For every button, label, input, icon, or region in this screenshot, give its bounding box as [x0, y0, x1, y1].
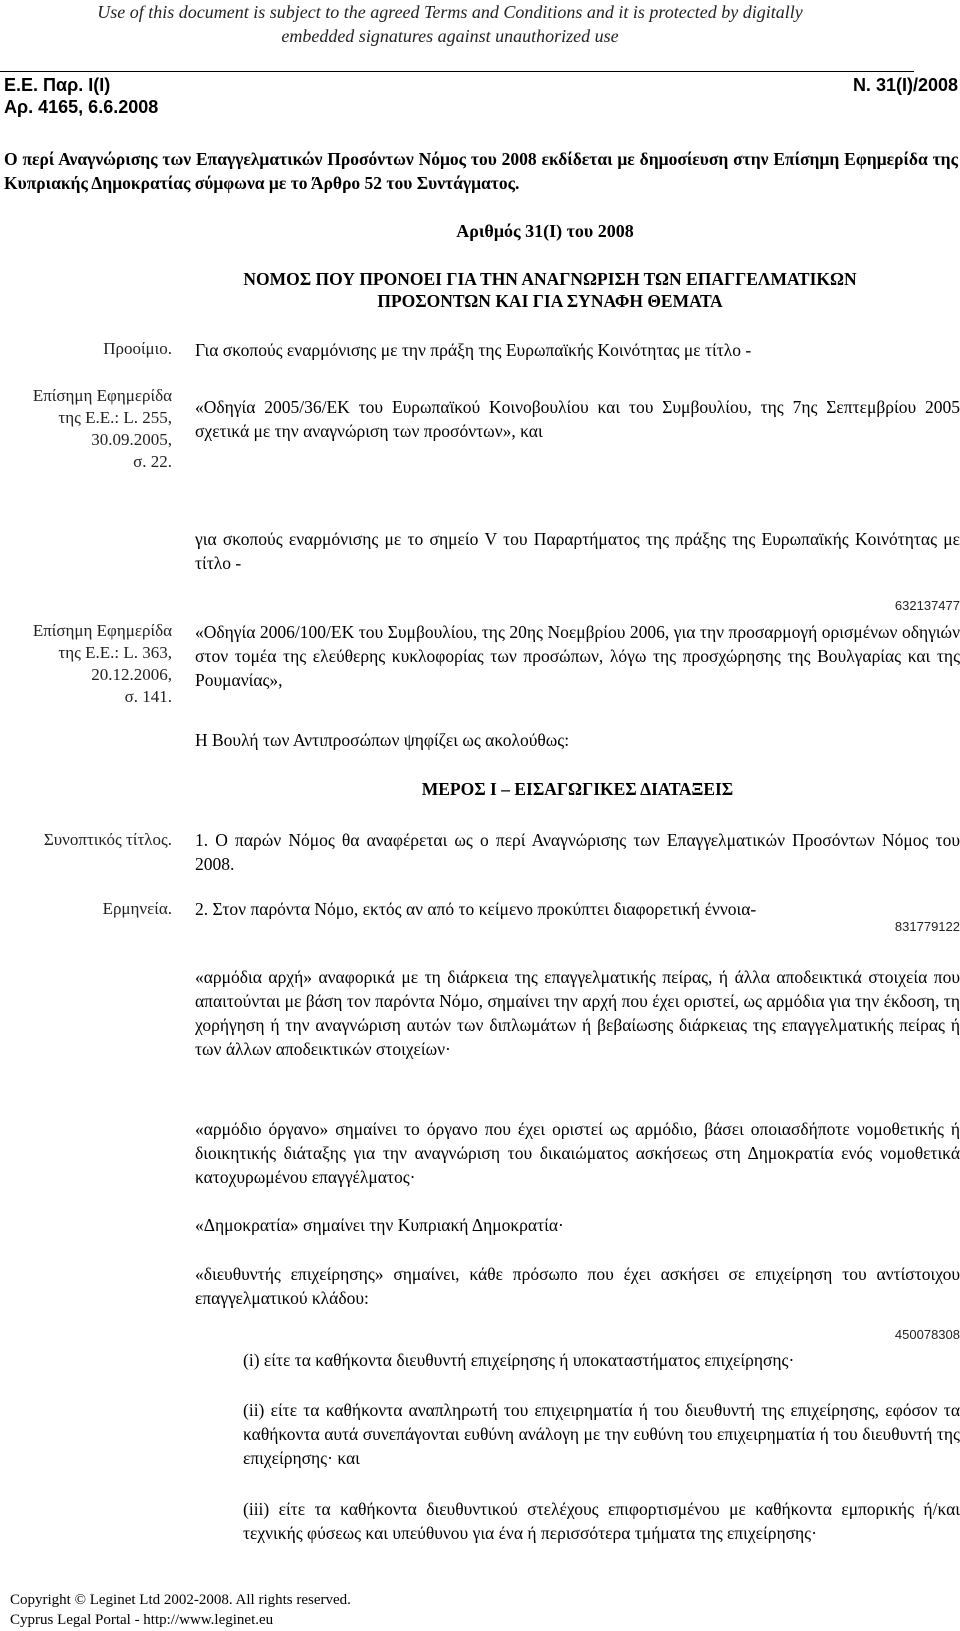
definition-competent-authority: «αρμόδια αρχή» αναφορικά με τη διάρκεια της επαγγελματικής πείρας, ή άλλα αποδεικτικά στοιχεία που απαιτούνται με βάση τον παρόντα Νόμο, σημαίνει την αρχή που έχει οριστεί, ως αρμόδια για την έκδοση, τη χορήγηση ή την αναγνώριση αυτών των διπλωμάτων ή βεβαίωσης διάρκειας της επαγγελματικής πείρας ή των άλλων αποδεικτικών στοιχείων·: [195, 967, 960, 1059]
gazette-ref: Ε.Ε. Παρ. Ι(Ι): [4, 75, 111, 95]
document-ref-3: 450078308: [894, 1327, 960, 1342]
gazette-1-line-2: της Ε.Ε.: L. 255,: [58, 408, 172, 427]
margin-note-gazette-2: [0, 620, 172, 708]
item-iii: (iii) είτε τα καθήκοντα διευθυντικού στελέχους επιφορτισμένου με καθήκοντα εμπορικής ή/και τεχνικής φύσεως και υπεύθυνου για ένα ή περισσότερα τμήματα της επιχείρησης·: [243, 1499, 960, 1543]
item-i: (i) είτε τα καθήκοντα διευθυντή επιχείρησης ή υποκαταστήματος επιχείρησης·: [243, 1350, 795, 1370]
law-number: Αριθμός 31(Ι) του 2008: [456, 221, 634, 241]
section-1: 1. Ο παρών Νόμος θα αναφέρεται ως ο περί Αναγνώρισης των Επαγγελματικών Προσόντων Νόμος του 2008.: [195, 830, 960, 874]
usage-notice: [0, 0, 900, 48]
gazette-1-line-3: 30.09.2005,: [91, 430, 172, 449]
header-rule: [0, 71, 914, 72]
item-ii: (ii) είτε τα καθήκοντα αναπληρωτή του επιχειρηματία ή του διευθυντή της επιχείρησης, εφόσον τα καθήκοντα αυτά συνεπάγονται ευθύνη ανάλογη με την ευθύνη του επιχειρηματία ή του διευθυντή της επιχείρησης· και: [243, 1400, 960, 1468]
gazette-1-line-1: Επίσημη Εφημερίδα: [32, 386, 172, 405]
copyright-line: Copyright © Leginet Ltd 2002-2008. All rights reserved.: [10, 1592, 351, 1608]
portal-line: Cyprus Legal Portal - http://www.leginet.eu: [10, 1612, 274, 1628]
directive-2005-36: «Οδηγία 2005/36/ΕΚ του Ευρωπαϊκού Κοινοβουλίου και του Συμβουλίου, της 7ης Σεπτεμβρίου 2005 σχετικά με την αναγνώριση των προσόντων», και: [195, 397, 960, 441]
gazette-2-line-1: Επίσημη Εφημερίδα: [32, 621, 172, 640]
gazette-issue: Αρ. 4165, 6.6.2008: [4, 97, 159, 117]
copyright-footer: [10, 1590, 351, 1630]
gazette-2-line-3: 20.12.2006,: [91, 665, 172, 684]
definition-republic: «Δημοκρατία» σημαίνει την Κυπριακή Δημοκρατία·: [195, 1215, 564, 1235]
part-heading: ΜΕΡΟΣ Ι – ΕΙΣΑΓΩΓΙΚΕΣ ΔΙΑΤΑΞΕΙΣ: [421, 779, 734, 799]
gazette-2-line-2: της Ε.Ε.: L. 363,: [58, 643, 172, 662]
law-title-line-1: ΝΟΜΟΣ ΠΟΥ ΠΡΟΝΟΕΙ ΓΙΑ ΤΗΝ ΑΝΑΓΝΩΡΙΣΗ ΤΩΝ ΕΠΑΓΓΕΛΜΑΤΙΚΩΝ: [243, 269, 857, 289]
document-ref-1: 632137477: [894, 598, 960, 613]
directive-2006-100: «Οδηγία 2006/100/ΕΚ του Συμβουλίου, της 20ης Νοεμβρίου 2006, για την προσαρμογή ορισμένων οδηγιών στον τομέα της ελεύθερης κυκλοφορίας των προσώπων, λόγω της προσχώρησης της Βουλγαρίας και της Ρουμανίας»,: [195, 622, 960, 690]
usage-notice-line-1: Use of this document is subject to the agreed Terms and Conditions and it is protected by digitally: [97, 2, 803, 22]
section-2: 2. Στον παρόντα Νόμο, εκτός αν από το κείμενο προκύπτει διαφορετική έννοια-: [195, 899, 757, 919]
publication-statement: Ο περί Αναγνώρισης των Επαγγελματικών Προσόντων Νόμος του 2008 εκδίδεται με δημοσίευση στην Επίσημη Εφημερίδα της Κυπριακής Δημοκρατίας σύμφωνα με το Άρθρο 52 του Συντάγματος.: [4, 149, 958, 193]
gazette-2-line-4: σ. 141.: [124, 687, 172, 706]
law-ref: Ν. 31(Ι)/2008: [852, 75, 958, 95]
preamble-text: Για σκοπούς εναρμόνισης με την πράξη της Ευρωπαϊκής Κοινότητας με τίτλο -: [195, 340, 752, 360]
harmonisation-text: για σκοπούς εναρμόνισης με το σημείο V του Παραρτήματος της πράξης της Ευρωπαϊκής Κοινότητας με τίτλο -: [195, 529, 960, 573]
margin-note-short-title: Συνοπτικός τίτλος.: [43, 830, 172, 849]
margin-note-gazette-1: [0, 385, 172, 473]
law-title-line-2: ΠΡΟΣΟΝΤΩΝ ΚΑΙ ΓΙΑ ΣΥΝΑΦΗ ΘΕΜΑΤΑ: [377, 291, 723, 311]
definition-competent-body: «αρμόδιο όργανο» σημαίνει το όργανο που έχει οριστεί ως αρμόδιο, βάσει οποιασδήποτε νομοθετικής ή διοικητικής διάταξης για την αναγνώριση του δικαιώματος ασκήσεως στη Δημοκρατία ενός νομοθετικά κατοχυρωμένου επαγγέλματος·: [195, 1119, 960, 1187]
margin-note-interpretation: Ερμηνεία.: [102, 899, 172, 918]
enactment-clause: Η Βουλή των Αντιπροσώπων ψηφίζει ως ακολούθως:: [195, 730, 570, 750]
definition-business-director: «διευθυντής επιχείρησης» σημαίνει, κάθε πρόσωπο που έχει ασκήσει σε επιχείρηση του αντίστοιχου επαγγελματικού κλάδου:: [195, 1264, 960, 1308]
usage-notice-line-2: embedded signatures against unauthorized use: [281, 26, 619, 46]
margin-note-preamble: Προοίμιο.: [103, 339, 172, 358]
gazette-1-line-4: σ. 22.: [133, 452, 172, 471]
document-ref-2: 831779122: [894, 919, 960, 934]
